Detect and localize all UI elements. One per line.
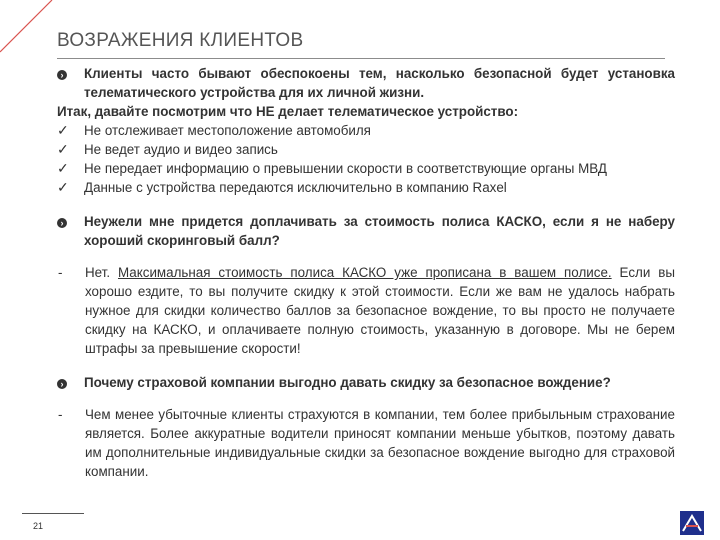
check-item-text: Не передает информацию о превышении скорости в соответствующие органы МВД [84,161,607,176]
page-number: 21 [33,521,44,531]
answer-kasko-price [57,263,675,358]
objection-kasko-question: Неужели мне придется доплачивать за стоимость полиса КАСКО, если я не наберу хороший скоринговый балл? [84,214,675,248]
intro-row [57,102,675,121]
title-divider [57,58,665,59]
arrow-bullet-icon: › [57,218,67,228]
checkmark-icon: ✓ [57,160,69,176]
check-item [57,159,675,178]
answer-rest: Если вы хорошо ездите, то вы получите скидку к этой стоимости. Если же вам не удалось набрать нужное для скидки количество баллов за безопасное вождение, то вы просто не получаете скидку на КАСКО, и оплачиваете полную стоимость, указанную в договоре. Мы не берем штрафы за превышение скорости! [85,265,676,356]
footer-divider [22,513,84,514]
check-item-text: Не ведет аудио и видео запись [84,142,278,157]
checkmark-icon: ✓ [57,179,69,195]
checkmark-icon: ✓ [57,122,69,138]
dash-marker: - [58,407,63,422]
checkmark-icon: ✓ [57,141,69,157]
logo-mark-icon [680,511,704,535]
arrow-bullet-icon: › [57,379,67,389]
objection-discount-reason [57,373,675,392]
check-item-text: Не отслеживает местоположение автомобиля [84,123,371,138]
intro-text: Итак, давайте посмотрим что НЕ делает телематическое устройство: [57,104,519,119]
objection-discount-question: Почему страховой компании выгодно давать скидку за безопасное вождение? [84,375,611,390]
answer-prefix: Нет. [85,265,118,280]
answer-underlined: Максимальная стоимость полиса КАСКО уже прописана в вашем полисе. [117,265,612,280]
answer-discount-reason [57,405,675,481]
check-item-text: Данные с устройства передаются исключительно в компанию Raxel [84,180,507,195]
answer-kasko-text [85,263,675,358]
dash-marker: - [58,265,63,280]
check-item [57,178,675,197]
check-item [57,140,675,159]
axa-logo [680,511,704,535]
check-item [57,121,675,140]
page-title: ВОЗРАЖЕНИЯ КЛИЕНТОВ [57,30,304,51]
slide-content [57,64,675,481]
objection-privacy-text: Клиенты часто бывают обеспокоены тем, насколько безопасной будет установка телематического устройства для их личной жизни. [84,66,675,100]
objection-privacy [57,64,675,102]
objection-kasko-price [57,212,675,250]
answer-discount-text: Чем менее убыточные клиенты страхуются в компании, тем более прибыльным страхование является. Более аккуратные водители приносят компании меньше убытков, поэтому давать им дополнительные индивидуальные скидки за безопасное вождение выгодно для страховой компании. [85,407,675,479]
arrow-bullet-icon: › [57,70,67,80]
